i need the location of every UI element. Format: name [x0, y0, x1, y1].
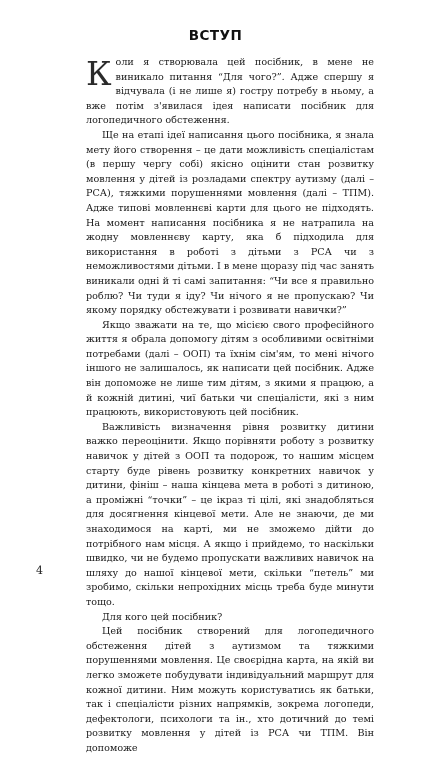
paragraph-purpose: Ще на етапі ідеї написання цього посібника, я знала мету його створення – це дати можливість спеціалістам (в першу чергу собі) якісно оцінити стан розвитку мовлення у дітей із розладами спектру аутизму (далі – РСА), тяжкими порушеннями мовлення (далі – ТПМ). Адже типові мовленнєві карти для цього не підходять. На момент написання посібника я не натрапила на жодну мовленнєву карту, яка б підходила для використання в роботі з дітьми з РСА чи з неможливостями дітьми. І в мене щоразу під час занять виникали одні й ті самі запитання: “Чи все я правильно роблю? Чи туди я іду? Чи нічого я не пропускаю? Чи якому порядку обстежувати і розвивати навички?”: [86, 129, 374, 317]
page-number: 4: [36, 564, 43, 577]
body-text: [86, 56, 374, 757]
paragraph-intro: [86, 56, 374, 129]
section-question: Для кого цей посібник?: [102, 611, 223, 623]
drop-cap-letter: К: [86, 54, 112, 93]
page-title: ВСТУП: [188, 28, 243, 44]
paragraph-audience: Цей посібник створений для логопедичного обстеження дітей з аутизмом та тяжкими порушеннями мовлення. Це своєрідна карта, на якій ви легко зможете побудувати індивідуальний маршрут для кожної дитини. Ним можуть користуватись як батьки, так і спеціалісти різних напрямків, зокрема логопеди, дефектологи, психологи та ін., хто дотичний до темі розвитку мовлення у дітей із РСА чи ТПМ. Він допоможе: [86, 626, 374, 754]
paragraph-intro-text: оли я створювала цей посібник, в мене не виникало питання “Для чого?”. Адже спершу я відчувала (і не лише я) гостру потребу в ньому, а вже потім з'явилася ідея написати посібник для логопедичного обстеження.: [86, 57, 374, 127]
paragraph-mission: Якщо зважати на те, що місією свого професійного життя я обрала допомогу дітям з особливими освітніми потребами (далі – ООП) та їхнім сім'ям, то мені нічого іншого не залишалось, як написати цей посібник. Адже він допоможе не лише тим дітям, з якими я працюю, а й кожній дитині, чиї батьки чи спеціалісти, які з ним працюють, використовують цей посібник.: [86, 319, 374, 419]
paragraph-importance: Важливість визначення рівня розвитку дитини важко переоцінити. Якщо порівняти роботу з розвитку навичок у дітей з ООП та подорож, то нашим місцем старту буде рівень розвитку конкретних навичок у дитини, фініш – наша кінцева мета в роботі з дитиною, а проміжні “точки” – це ікраз ті цілі, які знадобляться для досягнення кінцевої мети. Але не знаючи, де ми знаходимося на карті, ми не зможемо дійти до потрібного нам місця. А якщо і прийдемо, то наскільки швидко, чи не будемо пропускати важливих навичок на шляху до нашої кінцевої мети, скільки “петель” ми зробимо, скільки непрохідних місць треба буде минути тощо.: [86, 421, 374, 608]
